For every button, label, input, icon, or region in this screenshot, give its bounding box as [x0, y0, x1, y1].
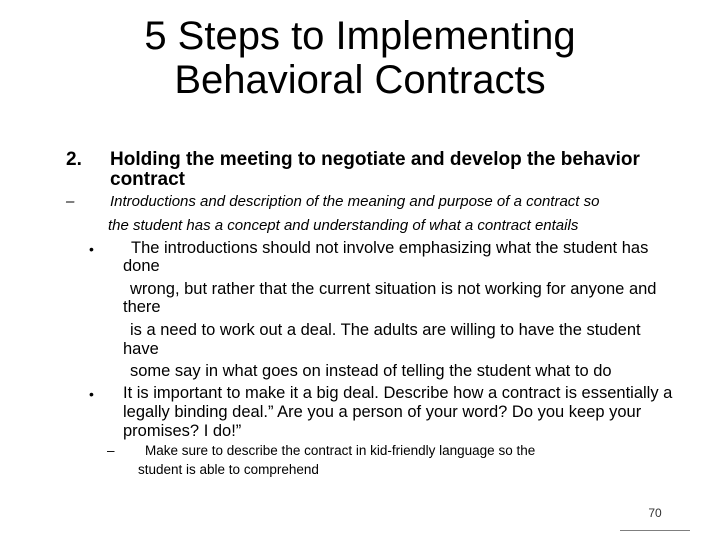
bullet-1-line-4: there — [123, 298, 161, 316]
bullet-1-line-7: some say in what goes on instead of telling the student what to do — [130, 362, 612, 380]
step-heading-line-1: Holding the meeting to negotiate and develop the behavior — [110, 149, 640, 170]
sub-sub-point-line-2: student is able to comprehend — [138, 462, 319, 477]
step-number: 2. — [66, 149, 82, 170]
step-heading-line-2: contract — [110, 169, 185, 190]
bullet-1-line-1: The introductions should not involve emphasizing what the student has — [131, 239, 649, 257]
slide-title-line-2: Behavioral Contracts — [174, 58, 546, 102]
footer-divider — [620, 530, 690, 531]
bullet-1-line-2: done — [123, 257, 160, 275]
bullet-2-line-2: legally binding deal.” Are you a person of your word? Do you keep your — [123, 403, 642, 421]
sub-point-line-2: the student has a concept and understanding of what a contract entails — [108, 217, 579, 234]
sub-sub-point-line-1: Make sure to describe the contract in kid-friendly language so the — [145, 443, 536, 458]
slide-title-line-1: 5 Steps to Implementing — [144, 14, 576, 58]
slide-title — [0, 14, 720, 102]
bullet-2-symbol: • — [89, 386, 94, 402]
bullet-1-line-3: wrong, but rather that the current situation is not working for anyone and — [130, 280, 657, 298]
sub-point-line-1: Introductions and description of the meaning and purpose of a contract so — [110, 193, 600, 210]
bullet-2-line-1: It is important to make it a big deal. Describe how a contract is essentially a — [123, 384, 673, 402]
bullet-1-line-5: is a need to work out a deal. The adults are willing to have the student — [130, 321, 641, 339]
sub-point-dash: – — [66, 193, 75, 210]
sub-sub-point-dash: – — [107, 443, 115, 458]
bullet-1-line-6: have — [123, 340, 159, 358]
bullet-1-symbol: • — [89, 241, 94, 257]
bullet-2-line-3: promises? I do!” — [123, 422, 242, 440]
slide-number: 70 — [648, 506, 662, 520]
